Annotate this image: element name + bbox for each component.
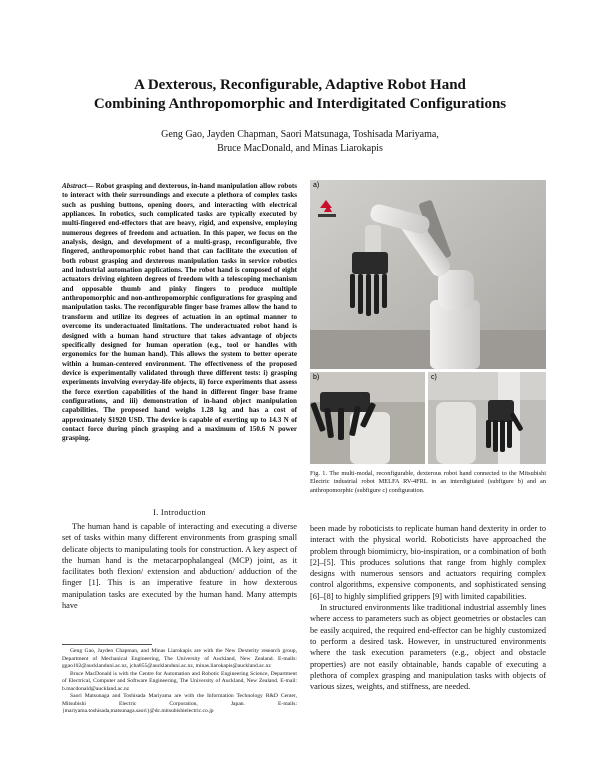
abstract [62,182,297,444]
title-line-1: A Dexterous, Reconfigurable, Adaptive Robot Hand [134,77,466,93]
footnotes [62,648,297,716]
figure-1 [310,180,546,464]
right-column-body [310,523,546,692]
anthropomorphic-hand-illustration [428,372,546,464]
paper-title [40,76,560,114]
figure-panel-b-interdigitated-photo [310,372,425,464]
figure-caption: Fig. 1. The multi-modal, reconfigurable, dexterous robot hand connected to the Mitsubishi Electric industrial robot MELFA RV-4FRL in an interdigitated (subfigure b) and an anthropomorphic (subfigure c) configuration. [310,470,546,494]
interdigitated-hand-illustration [310,372,425,464]
footnote-affiliation-1: Geng Gao, Jayden Chapman, and Minas Liarokapis are with the New Dexterity research group, Department of Mechanical Engineering, The University of Auckland, New Zealand. E-mails: ggao102@aucklanduni.ac.nz, jcha855@aucklanduni.ac.nz, minas.liarokapis@auckland.ac.nz [62,648,297,670]
panel-label-a: a) [313,182,320,189]
body-paragraph-continuation: been made by roboticists to replicate human hand dexterity in order to interact with the physical world. Roboticists have approached the problem through biomimicry, bio-inspiration, or a combination of both [2]–[5]. This produces solutions that range from highly complex designs with numerous sensors and actuators requiring complex control algorithms, expensive components, and sophisticated sensing [6]–[8] to highly simplified grippers [9] with limited capabilities. [310,524,546,601]
title-line-2: Combining Anthropomorphic and Interdigitated Configurations [93,96,507,112]
footnote-affiliation-2: Bruce MacDonald is with the Centre for Automation and Robotic Engineering Science, Department of Electrical, Computer and Software Engineering, The University of Auckland, New Zealand. E-mail: b.macdonald@auckland.ac.nz [62,670,297,692]
abstract-text: — Robot grasping and dexterous, in-hand manipulation allow robots to interact with their surroundings and execute a plethora of complex tasks such as pushing buttons, opening doors, and interacting with electrical appliances. In robotics, such complicated tasks are typically executed by multi-fingered end-effectors that are heavy, rigid, and expensive, employing numerous degrees of freedom and actuation. In this paper, we focus on the analysis, design, and development of a multi-grasp, reconfigurable, five fingered, anthropomorphic robot hand that can facilitate the execution of both robust grasping and dexterous manipulation tasks in service robotics and industrial automation applications. The robot hand is composed of eight actuators driving eighteen degrees of freedom with a telescoping mechanism and opposable thumb and pinky fingers to produce multiple anthropomorphic and non-anthropomorphic configurations for grasping and manipulation tasks. The reconfigurable finger base frames allow the hand to transform and utilize its degrees of actuation in an optimal manner to overcome its underactuated limitations. The underactuated robot hand is designed with a human hand structure that takes advantage of objects specifically designed for human operation (e.g., tool or handles with ergonomics for the human hand). This allows the system to better operate within a human-centered environment. The effectiveness of the proposed device is experimentally validated through three different tests: i) grasping experiments involving everyday-life objects, ii) force experiments that assess the force exertion capabilities of the hand in different finger base frame configurations, and iii) demonstration of in-hand object manipulation capabilities. The proposed hand weighs 1.28 kg and has a cost of approximately $1920 USD. The device is capable of exerting up to 14.3 N of contact force during pinch grasping and a maximum of 150.6 N power grasping. [62,182,297,443]
robot-arm-illustration [310,180,546,369]
abstract-lead: Abstract [62,182,87,190]
figure-panel-a-robot-arm-photo [310,180,546,369]
section-heading-introduction: I. Introduction [153,508,206,517]
author-list [80,128,520,156]
introduction-paragraph: The human hand is capable of interacting and executing a diverse set of tasks within many different environments from grasping small delicate objects to manipulating tools for construction. A key aspect of the human hand is the metacarpophalangeal (MCP) joint, as it facilitates both flexion/ extension and abduction/ adduction of the finger [1]. This is an imperative feature in how dexterous manipulation tasks are executed by the human hand. Many attempts have [62,522,297,611]
footnote-affiliation-3: Saori Matsunaga and Toshisada Mariyama are with the Information Technology R&D Center, Mitsubishi Electric Corporation, Japan. E-mails: {mariyama.toshisada,matsunaga.saori}@dc.mitsubishielectric.co.jp [62,693,297,715]
authors-line-1: Geng Gao, Jayden Chapman, Saori Matsunaga, Toshisada Mariyama, [161,129,439,140]
body-paragraph-structured-environments: In structured environments like traditional industrial assembly lines where access to parameters such as object geometries or obstacles can be easily acquired, the required end-effector can be highly customized to perform a desired task. However, in unstructured environments where the task execution parameters (e.g., object and obstacle properties) are not easily obtainable, hands capable of executing a plethora of complex grasping and manipulation tasks with objects of various sizes, weights, and stiffness, are needed. [310,603,546,692]
authors-line-2: Bruce MacDonald, and Minas Liarokapis [217,143,383,154]
panel-label-c: c) [431,374,437,381]
figure-panel-c-anthropomorphic-photo [428,372,546,464]
footnote-divider [62,644,152,645]
panel-label-b: b) [313,374,320,381]
